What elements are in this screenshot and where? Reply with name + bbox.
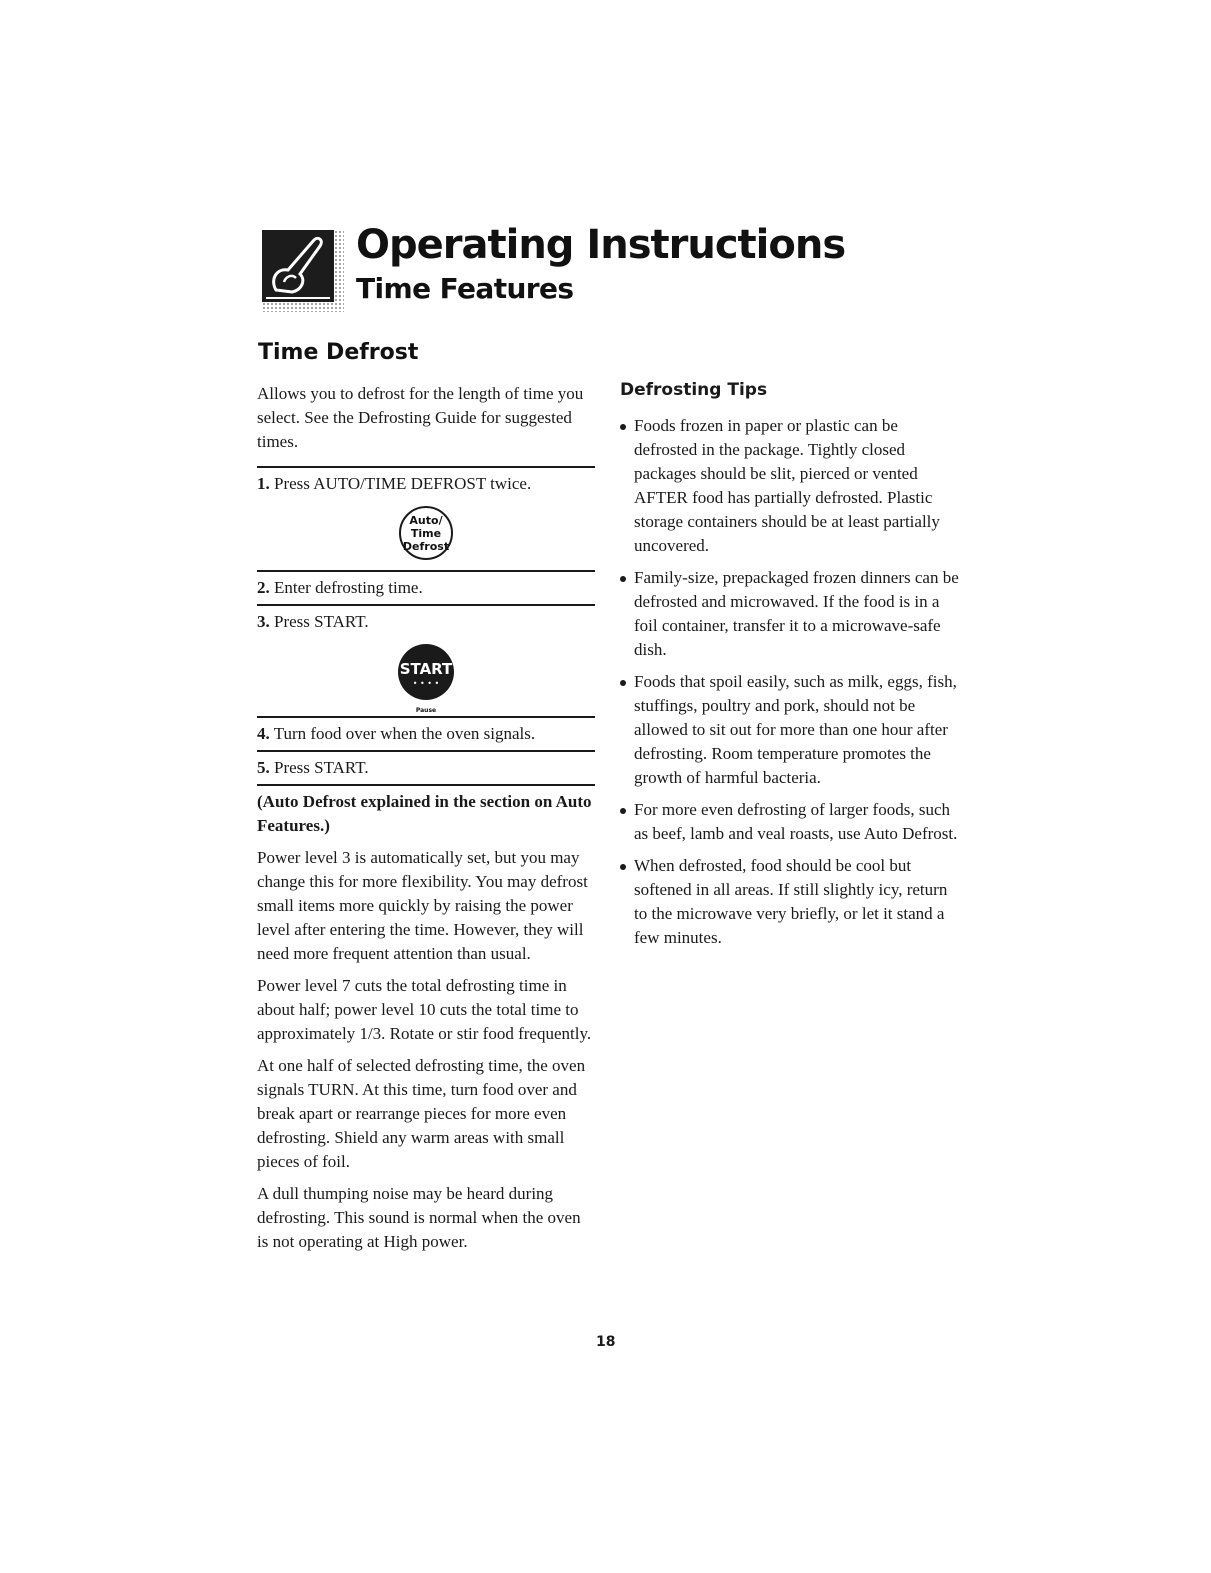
step-1 (257, 466, 595, 500)
tip-item: Foods that spoil easily, such as milk, eggs, fish, stuffings, poultry and pork, should not be allowed to sit out for more than one hour after defrosting. Room temperature promotes the growth of harmful bacteria. (620, 670, 960, 790)
step-text: Enter defrosting time. (274, 578, 423, 597)
body-paragraph-3: At one half of selected defrosting time, the oven signals TURN. At this time, turn food over and break apart or rearrange pieces for more even defrosting. Shield any warm areas with small pieces of foil. (257, 1056, 586, 1171)
intro-text: Allows you to defrost for the length of time you select. See the Defrosting Guide for suggested times. (257, 384, 584, 451)
step-number: 2. (257, 578, 270, 597)
body-paragraph-4: A dull thumping noise may be heard during defrosting. This sound is normal when the oven is not operating at High power. (257, 1184, 581, 1251)
page-title: Operating Instructions (356, 222, 846, 268)
tip-item: For more even defrosting of larger foods, such as beef, lamb and veal roasts, use Auto Defrost. (620, 798, 960, 846)
step-text: Press START. (274, 612, 369, 631)
step-5 (257, 750, 595, 784)
auto-time-defrost-button[interactable] (397, 504, 455, 562)
step-3 (257, 604, 595, 638)
step-text: Turn food over when the oven signals. (273, 724, 536, 743)
auto-button-line2: Time (410, 527, 442, 540)
body-paragraph-1: Power level 3 is automatically set, but you may change this for more flexibility. You may defrost small items more quickly by raising the power level after entering the time. However, they will need more frequent attention than usual. (257, 848, 588, 963)
start-button-dots: • • • • (412, 679, 440, 688)
section-title: Time Defrost (258, 340, 419, 365)
start-button-label: START (399, 660, 453, 678)
step-text: Press AUTO/TIME DEFROST twice. (274, 474, 532, 493)
page-number: 18 (596, 1334, 616, 1350)
step-number: 4. (257, 724, 270, 743)
body-paragraph-2: Power level 7 cuts the total defrosting time in about half; power level 10 cuts the total time to approximately 1/3. Rotate or stir food frequently. (257, 976, 592, 1043)
tip-item: When defrosted, food should be cool but softened in all areas. If still slightly icy, return to the microwave very briefly, or let it stand a few minutes. (620, 854, 960, 950)
step-number: 3. (257, 612, 270, 631)
tip-item: Foods frozen in paper or plastic can be defrosted in the package. Tightly closed packages should be slit, pierced or vented AFTER food has partially defrosted. Plastic storage containers should be at least partially uncovered. (620, 414, 960, 558)
tips-list (620, 414, 960, 950)
tips-title: Defrosting Tips (620, 380, 768, 400)
pause-caption-text: Pause (415, 707, 437, 714)
step-2 (257, 570, 595, 604)
pause-caption (411, 704, 441, 714)
auto-button-line1: Auto/ (409, 514, 443, 527)
start-button-wrap (257, 638, 595, 716)
step-4 (257, 716, 595, 750)
auto-defrost-note: (Auto Defrost explained in the section on Auto Features.) (257, 784, 595, 846)
auto-time-defrost-button-wrap (257, 500, 595, 570)
left-column (257, 382, 595, 1262)
page-subtitle: Time Features (356, 272, 574, 305)
step-number: 1. (257, 474, 270, 493)
tip-item: Family-size, prepackaged frozen dinners can be defrosted and microwaved. If the food is in a foil container, transfer it to a microwave-safe dish. (620, 566, 960, 662)
start-button[interactable] (394, 640, 458, 704)
hand-touch-icon (262, 230, 344, 312)
right-column (620, 380, 960, 958)
auto-button-line3: Defrost (402, 540, 450, 553)
step-text: Press START. (274, 758, 369, 777)
step-number: 5. (257, 758, 270, 777)
